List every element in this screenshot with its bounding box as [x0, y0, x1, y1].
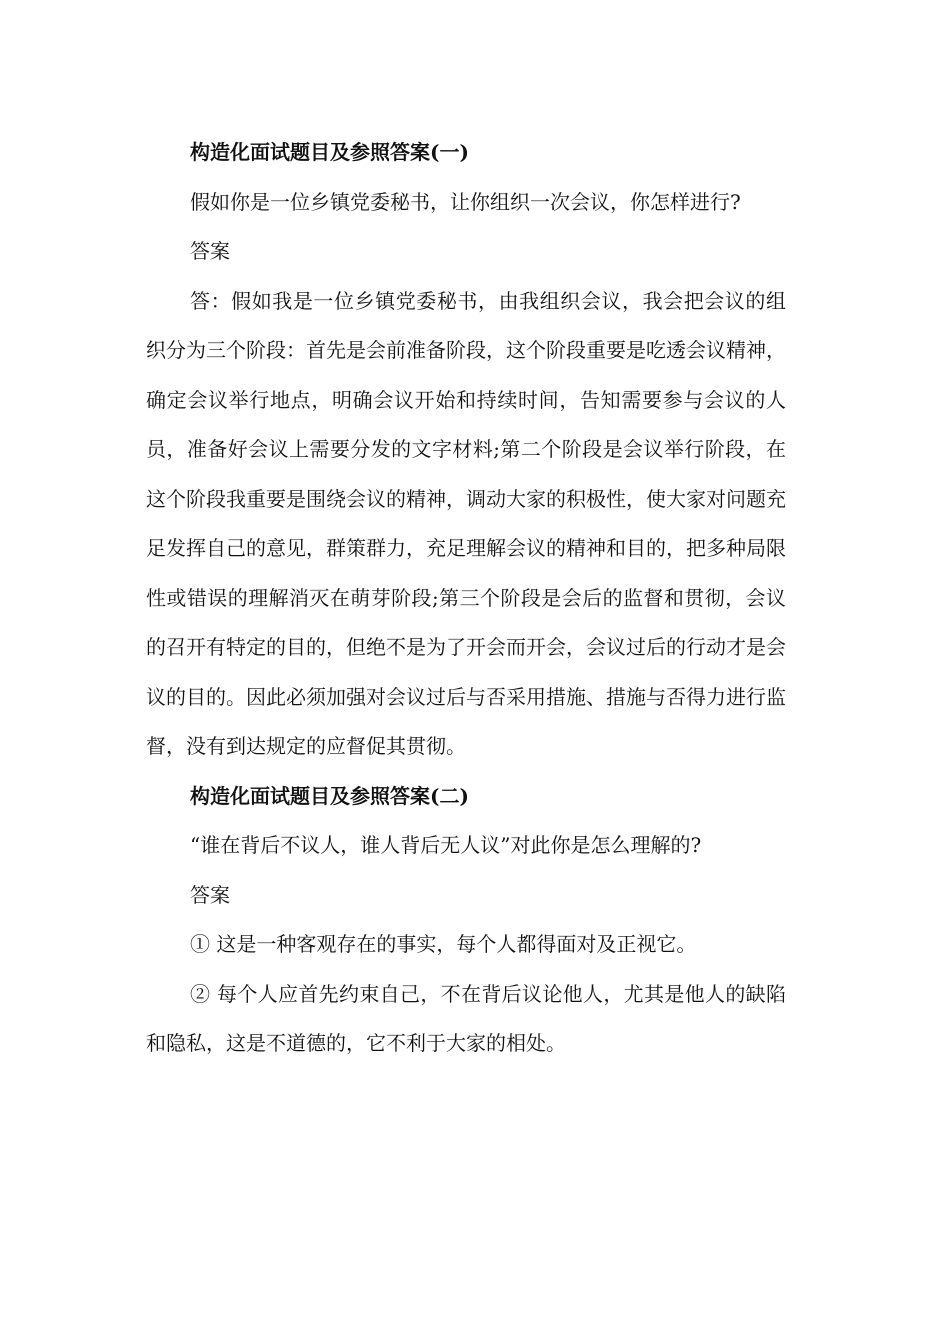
- section-2-answer-paragraph-1: ① 这是一种客观存在的事实，每个人都得面对及正视它。: [190, 932, 697, 956]
- section-1-answer-paragraph: 答：假如我是一位乡镇党委秘书，由我组织会议，我会把会议的组织分为三个阶段：首先是会前准备阶段，这个阶段重要是吃透会议精神，确定会议举行地点，明确会议开始和持续时间，告知需要参与会议的人员，准备好会议上需要分发的文字材料;第二个阶段是会议举行阶段，在这个阶段我重要是围绕会议的精神，调动大家的积极性，使大家对问题充足发挥自己的意见，群策群力，充足理解会议的精神和目的，把多种局限性或错误的理解消灭在萌芽阶段;第三个阶段是会后的监督和贯彻，会议的召开有特定的目的，但绝不是为了开会而开会，会议过后的行动才是会议的目的。因此必须加强对会议过后与否采用措施、措施与否得力进行监督，没有到达规定的应督促其贯彻。: [146, 288, 786, 758]
- section-2-answer-paragraph-2: ② 每个人应首先约束自己，不在背后议论他人，尤其是他人的缺陷和隐私，这是不道德的，它不利于大家的相处。: [146, 981, 786, 1055]
- section-2-answer-label: 答案: [190, 882, 230, 907]
- document-page: [146, 128, 786, 1069]
- section-2-question: “谁在背后不议人，谁人背后无人议”对此你是怎么理解的?: [190, 833, 702, 857]
- section-1-question: 假如你是一位乡镇党委秘书，让你组织一次会议，你怎样进行?: [190, 189, 741, 214]
- section-2-heading: 构造化面试题目及参照答案(二): [190, 783, 469, 808]
- section-1-heading: 构造化面试题目及参照答案(一): [190, 140, 469, 164]
- section-1-answer-label: 答案: [190, 239, 230, 263]
